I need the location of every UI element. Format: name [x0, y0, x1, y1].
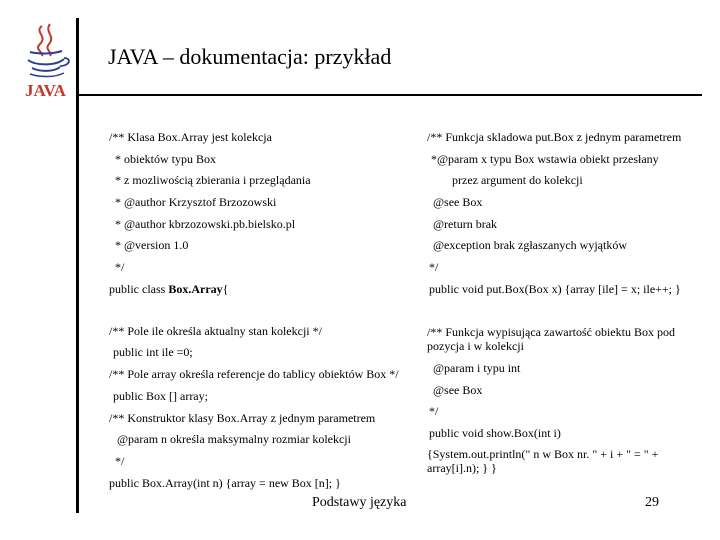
- slide-title: JAVA – dokumentacja: przykład: [108, 44, 392, 69]
- right-line-13: public void show.Box(int i): [429, 426, 561, 440]
- left-line-16: public Box.Array(int n) {array = new Box [n]; }: [109, 476, 341, 490]
- left-line-13: /** Konstruktor klasy Box.Array z jednym parametrem: [109, 411, 376, 425]
- left-line-8: [109, 282, 228, 296]
- left-line-15: */: [115, 454, 125, 468]
- left-line-5: * @author kbrzozowski.pb.bielsko.pl: [115, 217, 296, 231]
- left-line-8-suffix: {: [222, 282, 229, 296]
- right-line-10: @param i typu int: [433, 361, 521, 375]
- right-line-12: */: [429, 404, 439, 418]
- right-line-3: przez argument do kolekcji: [452, 173, 583, 187]
- left-line-8-prefix: public class: [109, 282, 169, 296]
- left-line-12: public Box [] array;: [113, 389, 208, 403]
- left-line-2: * obiektów typu Box: [115, 152, 216, 166]
- left-line-10: public int ile =0;: [113, 345, 193, 359]
- left-line-11: /** Pole array określa referencje do tablicy obiektów Box */: [109, 367, 399, 381]
- right-line-2: *@param x typu Box wstawia obiekt przesłany: [431, 152, 659, 166]
- left-line-4: * @author Krzysztof Brzozowski: [115, 195, 277, 209]
- left-line-6: * @version 1.0: [115, 238, 189, 252]
- page-number: 29: [645, 495, 659, 510]
- right-line-4: @see Box: [433, 195, 483, 209]
- horizontal-divider: [78, 94, 702, 96]
- slide-footer: Podstawy języka: [312, 495, 407, 510]
- right-line-14: {System.out.println(" n w Box nr. " + i + " = " + array[i].n); } }: [427, 447, 659, 475]
- right-line-9: /** Funkcja wypisująca zawartość obiektu Box pod pozycja i w kolekcji: [427, 325, 675, 353]
- right-line-1: /** Funkcja skladowa put.Box z jednym parametrem: [427, 130, 682, 144]
- left-line-9: /** Pole ile określa aktualny stan kolekcji */: [109, 324, 322, 338]
- left-line-14: @param n określa maksymalny rozmiar kolekcji: [117, 432, 351, 446]
- right-line-5: @return brak: [433, 217, 498, 231]
- right-line-8: public void put.Box(Box x) {array [ile] = x; ile++; }: [429, 282, 681, 296]
- right-line-11: @see Box: [433, 383, 483, 397]
- java-logo-icon: [22, 22, 72, 102]
- left-line-8-class: Box.Array: [168, 282, 223, 296]
- right-line-6: @exception brak zgłaszanych wyjątków: [433, 238, 627, 252]
- vertical-divider: [76, 18, 79, 513]
- java-logo-text: JAVA: [25, 81, 66, 100]
- left-line-1: /** Klasa Box.Array jest kolekcja: [109, 130, 272, 144]
- right-line-7: */: [429, 260, 439, 274]
- left-line-7: */: [115, 260, 125, 274]
- left-line-3: * z mozliwością zbierania i przeglądania: [115, 173, 311, 187]
